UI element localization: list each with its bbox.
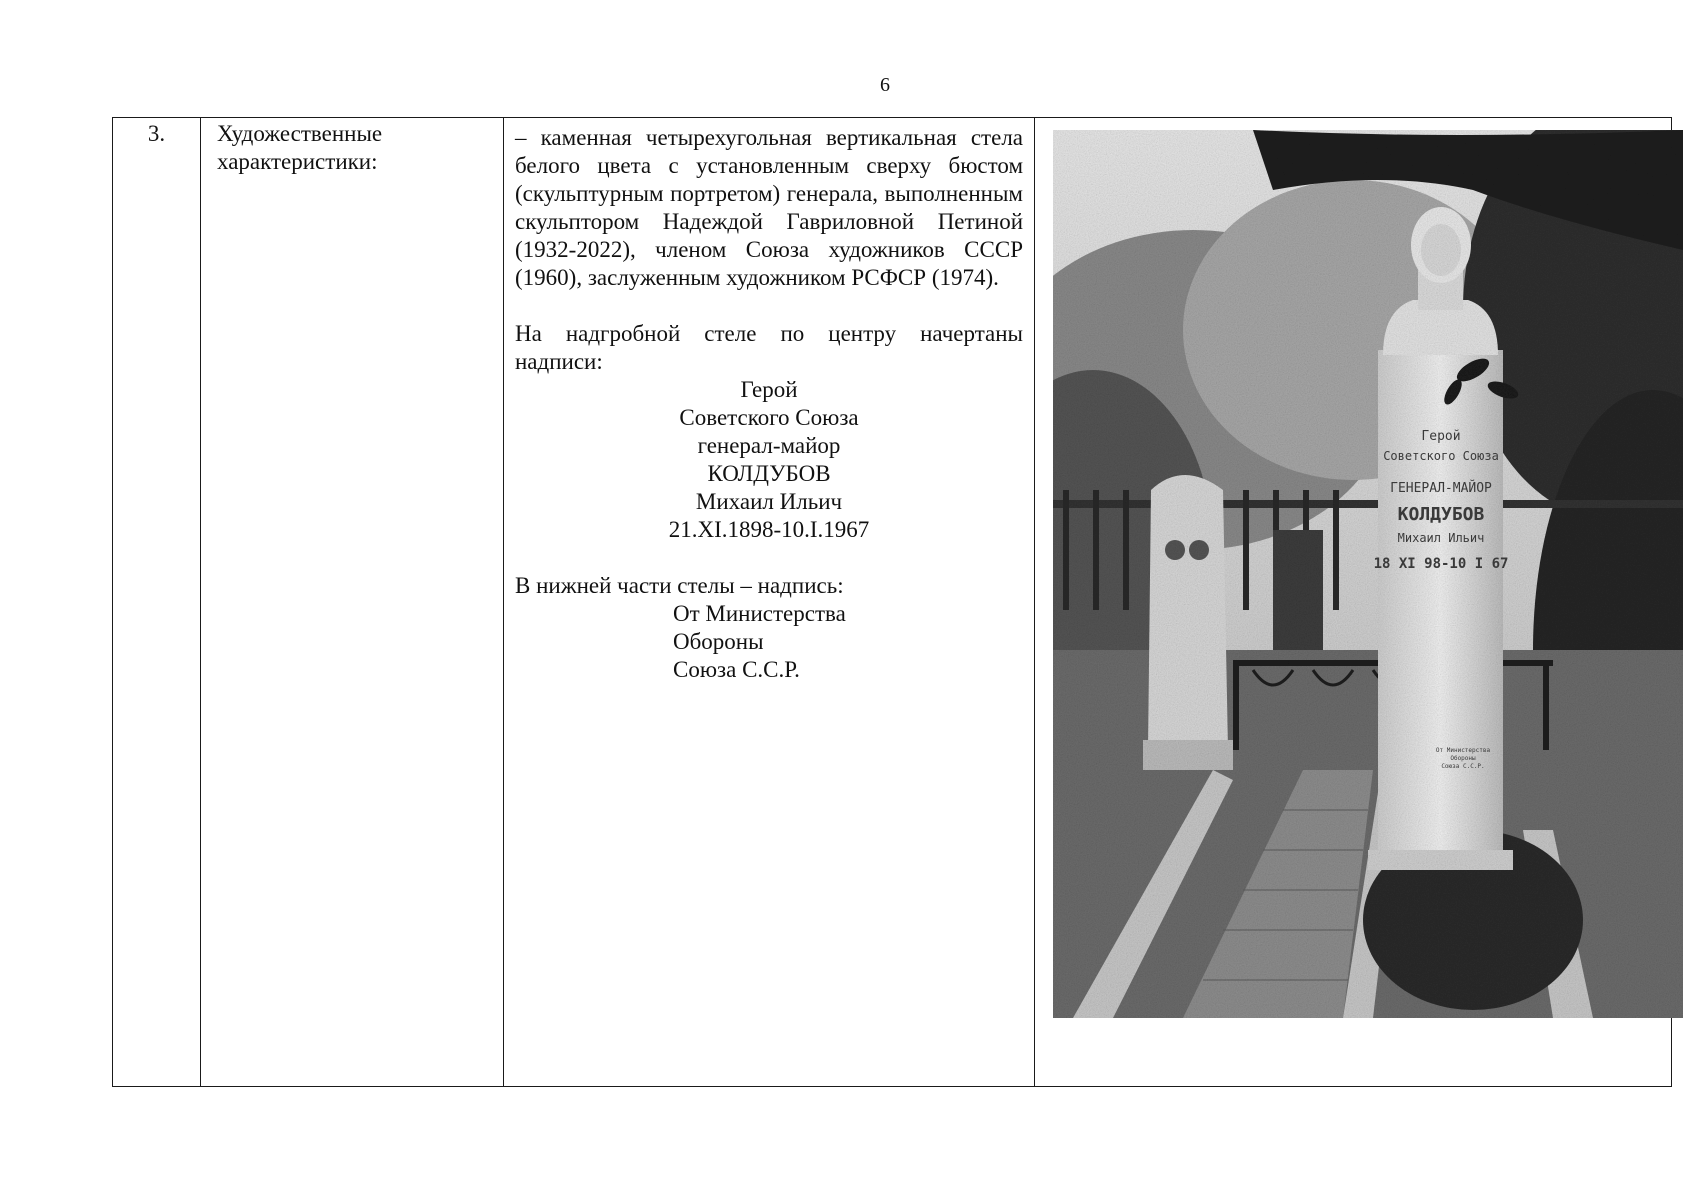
column-divider — [503, 118, 504, 1086]
inscription-line: Советского Союза — [679, 405, 859, 430]
inscription-bottom — [515, 600, 1023, 684]
page-number: 6 — [880, 74, 890, 96]
stele-line: Михаил Ильич — [1397, 531, 1485, 545]
stele-line: КОЛДУБОВ — [1397, 504, 1485, 525]
inscription-line: Союза С.С.Р. — [673, 657, 800, 682]
memorial-photo — [1053, 130, 1683, 1018]
description-paragraph: В нижней части стелы – надпись: — [515, 573, 844, 598]
stele-bottom-line: Обороны — [1450, 755, 1476, 762]
stele-line: Герой — [1421, 429, 1461, 444]
column-divider — [200, 118, 201, 1086]
inscription-line: Обороны — [673, 629, 764, 654]
row-number: 3. — [147, 121, 166, 146]
inscription-line: генерал-майор — [697, 433, 841, 458]
document-table — [112, 117, 1672, 1087]
stele-line: 18 XI 98-10 I 67 — [1373, 556, 1509, 572]
column-divider — [1034, 118, 1035, 1086]
inscription-line: КОЛДУБОВ — [707, 461, 831, 486]
stele-bottom-line: От Министерства — [1435, 747, 1491, 754]
inscription-line: Михаил Ильич — [695, 489, 843, 514]
inscription-line: Герой — [740, 377, 798, 402]
description-paragraph: На надгробной стеле по центру начертаны надписи: — [515, 321, 1023, 374]
row-description — [515, 118, 1023, 684]
stele-line: Советского Союза — [1383, 449, 1499, 463]
description-paragraph: – каменная четырехугольная вертикальная стела белого цвета с установленным сверху бюстом (скульптурным портретом) генерала, выполненным скульптором Надеждой Гавриловной Петиной (1932-2022), членом Союза художников СССР (1960), заслуженным художником РСФСР (1974). — [515, 125, 1023, 290]
inscription-center — [515, 376, 1023, 544]
inscription-line: 21.XI.1898-10.I.1967 — [668, 517, 870, 542]
row-label: Художественные характеристики: — [217, 121, 383, 174]
stele-line: ГЕНЕРАЛ-МАЙОР — [1390, 481, 1492, 496]
inscription-line: От Министерства — [673, 601, 846, 626]
stele-bottom-line: Союза С.С.Р. — [1441, 763, 1485, 770]
